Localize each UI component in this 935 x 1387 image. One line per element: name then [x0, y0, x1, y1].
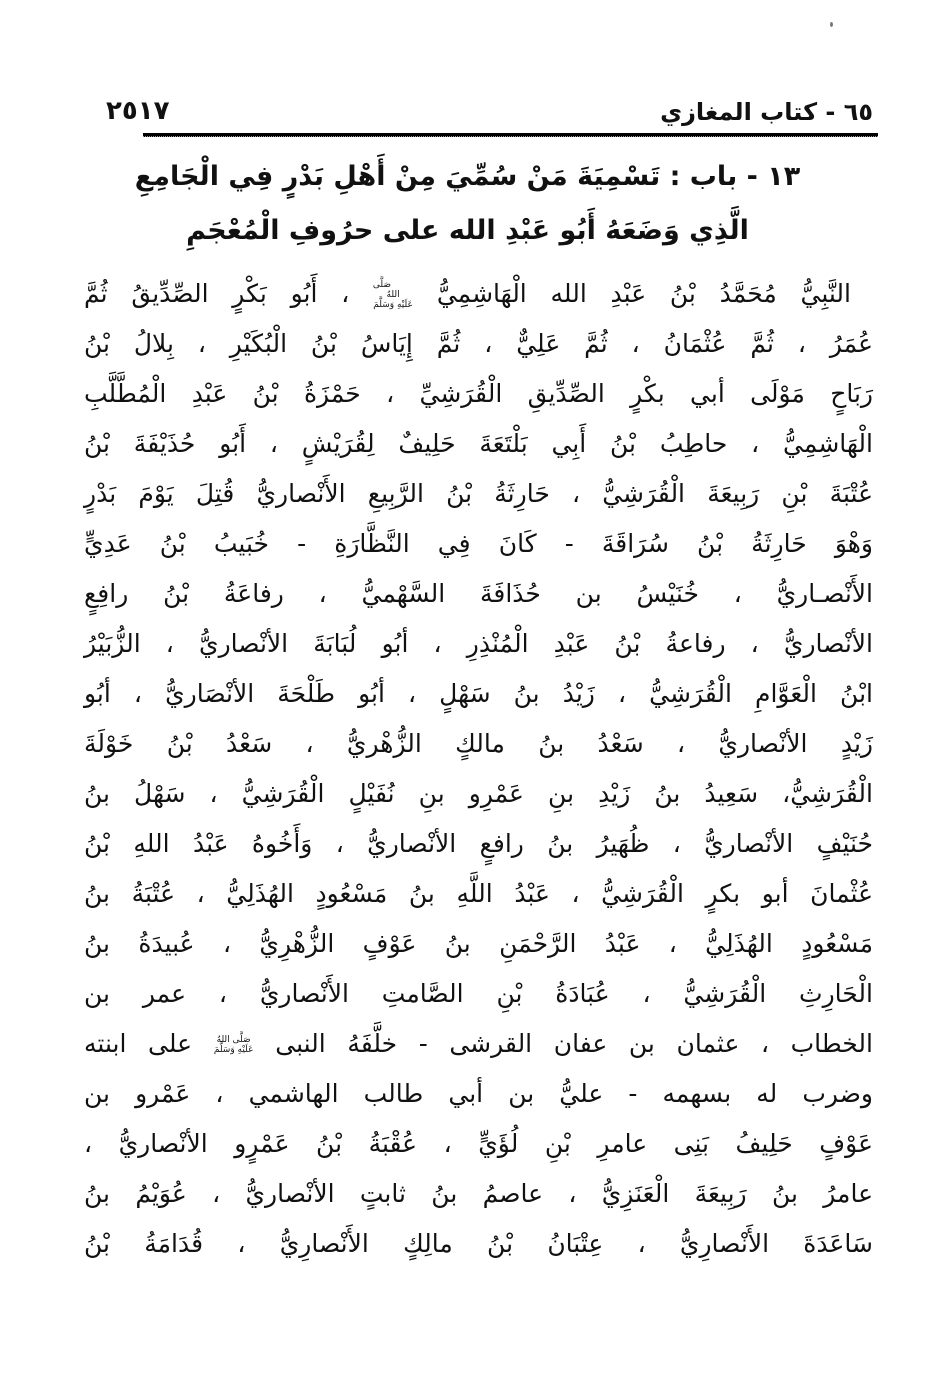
body-line: عَوْفٍ حَلِيفُ بَنِى عامرِ بْنِ لُؤَيٍّ ، عُقْبَةُ بْنُ عَمْرٍو الأنْصاريُّ ، [84, 1129, 873, 1158]
body-line: وَهْوَ حَارِثَةُ بْنُ سُرَاقَةَ - كَانَ فِي النَّظَّارَةِ - خُبَيبُ بْنُ عَدِيٍّ [84, 529, 873, 558]
body-line: الخطاب ، عثمان بن عفان القرشى - خلَّفَهُ النبى صَلَّى اللهُ عَلَيْهِ وَسَلَّمَ على ابنته [84, 1029, 873, 1058]
chapter-title-line-2: الَّذِي وَضَعَهُ أَبُو عَبْدِ الله على حرُوفِ الْمُعْجَمِ [186, 215, 749, 246]
body-line: الأنْصاريُّ ، رفاعةُ بْنُ عَبْدِ الْمُنْذِرِ ، أبُو لُبَابَةَ الأنْصاريُّ ، الزُّبَيْرُ [84, 629, 873, 658]
body-line: الْحَارِثِ الْقُرَشِيُّ ، عُبَادَةُ بْنِ الصَّامتِ الأَنْصاريُّ ، عمر بن [84, 979, 873, 1008]
page-number: ٢٥١٧ [106, 96, 170, 126]
body-line: عامرُ بنُ رَبِيعَةَ الْعَنَزِيُّ ، عاصمُ بنُ ثابتٍ الأنْصاريُّ ، عُوَيْمُ بنُ [84, 1179, 873, 1208]
body-line: عُمَرُ ، ثُمَّ عُثْمَانُ ، ثُمَّ عَلِيٌّ ، ثُمَّ إِيَاسُ بْنُ الْبُكَيْرِ ، بِلالُ بْنُ [84, 329, 873, 358]
body-line: الأَنْصـاريُّ ، خُنَيْسُ بن حُذَافَةَ السَّهْميُّ ، رفاعَةُ بْنُ رافِعٍ [84, 579, 873, 608]
body-line: زَيْدٍ الأنْصاريُّ ، سَعْدُ بنُ مالكٍ الزُّهْريُّ ، سَعْدُ بْنُ خَوْلَةَ [84, 729, 873, 758]
body-line: مَسْعُودٍ الهُذَلِيُّ ، عَبْدُ الرَّحْمَنِ بنُ عَوْفٍ الزُّهْرِيُّ ، عُبيدَةُ بنُ [84, 929, 873, 958]
body-line: النَّبِيُّ مُحَمَّدُ بْنُ عَبْدِ الله الْهَاشِمِيُّ صَلَّى اللهُ عَلَيْهِ وَسَلَّمَ ، أَبُو بَكْرٍ الصِّدِّيقُ ثُمَّ [84, 279, 851, 310]
body-line: رَبَاحٍ مَوْلَى أبي بكْرٍ الصِّدِّيقِ الْقُرَشِيِّ ، حَمْزَةُ بْنُ عَبْدِ الْمُطَّلَّبِ [84, 379, 873, 408]
sallallahu-seal: صَلَّى اللهُ عَلَيْهِ وَسَلَّمَ [372, 280, 413, 310]
body-line: ابْنُ الْعَوَّامِ الْقُرَشِيُّ ، زَيْدُ بنُ سَهْلٍ ، أبُو طَلْحَةَ الأنْصَاريُّ ، أبُو [84, 679, 873, 708]
header-rule [143, 133, 878, 137]
body-line: عُثْمانَ أبو بكرٍ الْقُرَشِيُّ ، عَبْدُ اللَّهِ بنُ مَسْعُودٍ الهُذَلِيُّ ، عُتْبَةُ بنُ [84, 879, 873, 908]
scan-speck [830, 22, 833, 27]
body-line: الْقُرَشِيُّ، سَعِيدُ بنُ زَيْدِ بنِ عَمْرِو بنِ نُفَيْلٍ الْقُرَشِيُّ ، سَهْلُ بنُ [84, 779, 873, 808]
body-line: عُتْبَةَ بْنِ رَبِيعَةَ الْقُرَشِيُّ ، حَارِثَةُ بْنُ الرَّبِيعِ الأَنْصاريُّ قُتِلَ يَوْمَ بَدْرٍ [84, 479, 873, 508]
body-text [0, 269, 935, 1269]
body-line: وضرب له بسهمه - عليُّ بن أبي طالب الهاشمي ، عَمْرو بن [84, 1079, 873, 1108]
body-line: سَاعَدَةَ الأَنْصارِيُّ ، عِتْبَانُ بْنُ مالِكٍ الأَنْصارِيُّ ، قُدَامَةُ بْنُ [84, 1229, 873, 1258]
chapter-title-line-1: ١٣ - باب : تَسْمِيَةَ مَنْ سُمِّيَ مِنْ أَهْلِ بَدْرٍ فِي الْجَامِعِ [134, 161, 801, 192]
sallallahu-seal: صَلَّى اللهُ عَلَيْهِ وَسَلَّمَ [213, 1035, 254, 1055]
page-header [0, 86, 935, 126]
book-title-header: ٦٥ - كتاب المغازي [660, 98, 873, 126]
body-line: الْهَاشِمِيُّ ، حاطِبُ بْنُ أَبِي بَلْتَعَةَ حَلِيفٌ لِقُرَيْشٍ ، أَبُو حُذَيْفَةَ بْنُ [84, 429, 873, 458]
body-line: حُنَيْفٍ الأنْصاريُّ ، ظُهَيرُ بنُ رافعٍ الأنْصاريُّ ، وَأَخُوهُ عَبْدُ اللهِ بْنُ [84, 829, 873, 858]
